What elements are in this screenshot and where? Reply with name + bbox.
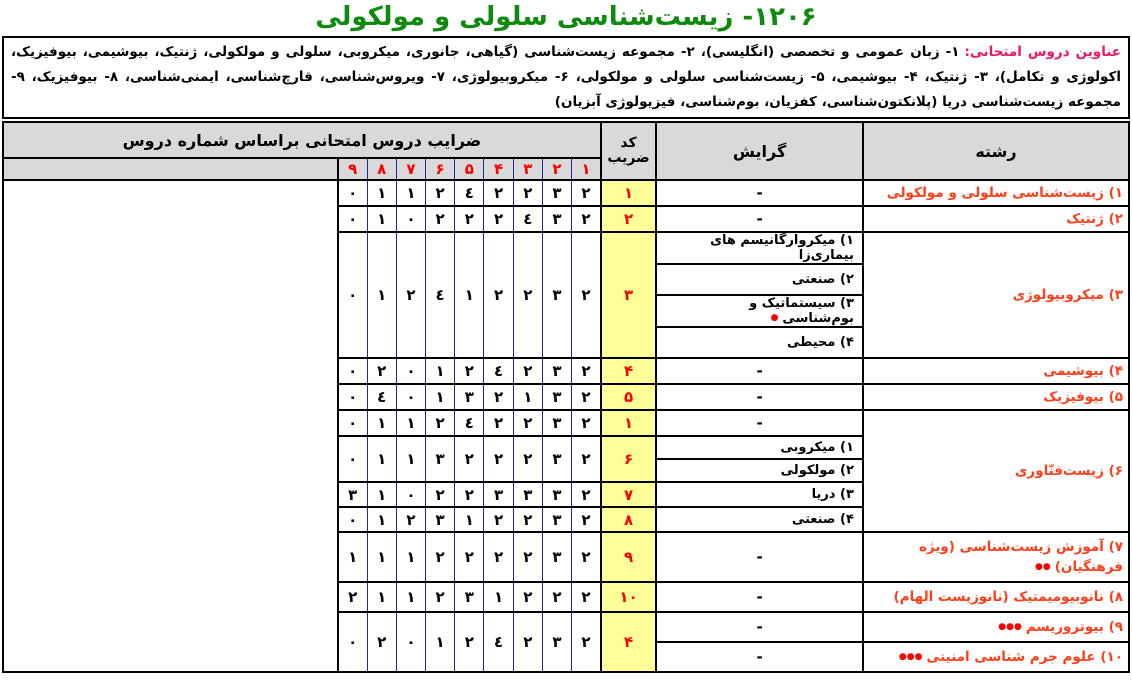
coef-cell: ۲ bbox=[455, 612, 484, 672]
coef-cell: ٤ bbox=[484, 358, 513, 384]
coef-cell: ۰ bbox=[396, 482, 425, 507]
orientation-cell: ۱) میکروبی bbox=[656, 436, 863, 459]
coef-cell: ۳ bbox=[542, 612, 571, 672]
code-cell: ۱ bbox=[601, 180, 656, 206]
header-coef-code bbox=[601, 122, 656, 180]
coef-cell: ۲ bbox=[572, 507, 601, 532]
coef-cell: ۳ bbox=[542, 358, 571, 384]
code-cell: ۷ bbox=[601, 482, 656, 507]
exam-subjects-box bbox=[2, 36, 1130, 119]
coef-cell: ۲ bbox=[455, 532, 484, 582]
code-cell: ۱۰ bbox=[601, 582, 656, 612]
coef-cell: ۲ bbox=[572, 180, 601, 206]
table-row bbox=[3, 180, 1129, 206]
coef-cell: ٤ bbox=[513, 206, 542, 232]
code-cell: ۶ bbox=[601, 436, 656, 482]
coef-cell: ۲ bbox=[426, 180, 455, 206]
field-cell: ۶) زیست‌فنّاوری bbox=[863, 410, 1129, 532]
coef-cell: ۰ bbox=[338, 180, 367, 206]
coef-cell: ۳ bbox=[542, 507, 571, 532]
coef-cell: ۱ bbox=[396, 410, 425, 436]
orientation-cell: ۲) مولکولی bbox=[656, 459, 863, 482]
coef-cell: ۱ bbox=[367, 436, 396, 482]
coef-cell: ۰ bbox=[396, 358, 425, 384]
coef-cell: ۲ bbox=[484, 410, 513, 436]
code-cell: ۵ bbox=[601, 384, 656, 410]
coef-cell: ۲ bbox=[455, 482, 484, 507]
coef-cell: ۳ bbox=[455, 582, 484, 612]
coef-cell: ۱ bbox=[367, 410, 396, 436]
coef-cell: ۰ bbox=[338, 358, 367, 384]
coef-cell: ۲ bbox=[484, 206, 513, 232]
orientation-cell: ۱) میکروارگانیسم های بیماری‌زا bbox=[656, 232, 863, 264]
coef-cell: ۰ bbox=[338, 206, 367, 232]
field-cell: ۱) زیست‌شناسی سلولی و مولکولی bbox=[863, 180, 1129, 206]
header-course-1: ۱ bbox=[572, 158, 601, 180]
field-cell bbox=[863, 612, 1129, 642]
coef-cell: ۲ bbox=[367, 612, 396, 672]
empty-spacer-cell bbox=[3, 180, 338, 672]
coef-cell: ۱ bbox=[484, 582, 513, 612]
orientation-cell: - bbox=[656, 612, 863, 642]
coef-cell: ۲ bbox=[484, 384, 513, 410]
coef-cell: ۱ bbox=[426, 384, 455, 410]
coef-cell: ۲ bbox=[572, 482, 601, 507]
exam-table bbox=[2, 121, 1130, 673]
code-cell: ۳ bbox=[601, 232, 656, 358]
orientation-cell: ۲) صنعتی bbox=[656, 264, 863, 295]
orientation-cell bbox=[656, 295, 863, 327]
coef-cell: ۲ bbox=[484, 232, 513, 358]
coef-cell: ۲ bbox=[513, 436, 542, 482]
coef-cell: ۲ bbox=[572, 532, 601, 582]
coef-cell: ۰ bbox=[338, 612, 367, 672]
coef-cell: ۱ bbox=[367, 582, 396, 612]
coef-cell: ۱ bbox=[367, 206, 396, 232]
coef-cell: ۰ bbox=[396, 206, 425, 232]
coef-cell: ٤ bbox=[484, 612, 513, 672]
field-cell bbox=[863, 532, 1129, 582]
coef-cell: ٤ bbox=[455, 180, 484, 206]
field-cell: ۴) بیوشیمی bbox=[863, 358, 1129, 384]
orientation-cell: - bbox=[656, 206, 863, 232]
coef-cell: ۲ bbox=[513, 232, 542, 358]
coef-cell: ٤ bbox=[367, 384, 396, 410]
orientation-cell: - bbox=[656, 410, 863, 436]
orientation-cell: - bbox=[656, 358, 863, 384]
field-label: ۹) بیوتروریسم bbox=[1025, 618, 1123, 635]
coef-cell: ۲ bbox=[396, 232, 425, 358]
orientation-cell: - bbox=[656, 384, 863, 410]
coef-cell: ۳ bbox=[455, 384, 484, 410]
page bbox=[0, 2, 1132, 673]
coef-cell: ۲ bbox=[367, 358, 396, 384]
red-dots: ●●● bbox=[998, 621, 1022, 632]
header-spacer-cell bbox=[3, 158, 338, 180]
coef-cell: ۳ bbox=[542, 436, 571, 482]
coef-cell: ۰ bbox=[338, 384, 367, 410]
coef-cell: ۲ bbox=[572, 612, 601, 672]
field-cell: ۲) ژنتیک bbox=[863, 206, 1129, 232]
coef-cell: ۲ bbox=[572, 384, 601, 410]
red-dots: ●● bbox=[1035, 562, 1051, 572]
coef-cell: ۲ bbox=[513, 507, 542, 532]
code-cell: ۴ bbox=[601, 612, 656, 672]
coef-cell: ۳ bbox=[542, 384, 571, 410]
orientation-cell: - bbox=[656, 532, 863, 582]
header-course-2: ۲ bbox=[542, 158, 571, 180]
coef-cell: ۳ bbox=[484, 482, 513, 507]
coef-cell: ۲ bbox=[426, 410, 455, 436]
header-course-8: ۸ bbox=[367, 158, 396, 180]
coef-cell: ۲ bbox=[484, 507, 513, 532]
header-course-7: ۷ bbox=[396, 158, 425, 180]
coef-cell: ۲ bbox=[338, 582, 367, 612]
coef-cell: ۲ bbox=[455, 358, 484, 384]
coef-cell: ۳ bbox=[338, 482, 367, 507]
header-course-9: ۹ bbox=[338, 158, 367, 180]
orientation-cell: - bbox=[656, 180, 863, 206]
coef-cell: ٤ bbox=[455, 410, 484, 436]
coef-cell: ۱ bbox=[367, 180, 396, 206]
exam-subjects-text: ۱- زبان عمومی و تخصصی (انگلیسی)، ۲- مجموعه زیست‌شناسی (گیاهی، جانوری، میکروبی، سلولی و مولکولی، ژنتیک، بیوشیمی، بیوفیزیک، اکولوژی و تکامل)، ۳- ژنتیک، ۴- بیوشیمی، ۵- زیست‌شناسی سلولی و مولکولی، ۶- میکروبیولوژی، ۷- ویروس‌شناسی، قارچ‌شناسی، ایمنی‌شناسی، ۸- بیوفیزیک، ۹- مجموعه زیست‌شناسی دریا (پلانکتون‌شناسی، کفزیان، بوم‌شناسی، فیزیولوژی آبزیان) bbox=[11, 44, 1121, 110]
coef-cell: ۲ bbox=[572, 410, 601, 436]
code-cell: ۹ bbox=[601, 532, 656, 582]
orientation-label: ۳) سیستماتیک و بوم‌شناسی bbox=[749, 296, 854, 326]
coef-cell: ۲ bbox=[572, 206, 601, 232]
coef-cell: ۳ bbox=[542, 410, 571, 436]
coef-cell: ۳ bbox=[542, 482, 571, 507]
coef-cell: ۱ bbox=[426, 612, 455, 672]
coef-cell: ۳ bbox=[426, 507, 455, 532]
coef-cell: ۱ bbox=[367, 232, 396, 358]
code-cell: ۸ bbox=[601, 507, 656, 532]
coef-cell: ۲ bbox=[426, 482, 455, 507]
coef-cell: ۰ bbox=[338, 436, 367, 482]
coef-cell: ۲ bbox=[513, 532, 542, 582]
coef-cell: ۲ bbox=[426, 532, 455, 582]
header-coef-code-line1: کد bbox=[620, 135, 637, 151]
code-cell: ۴ bbox=[601, 358, 656, 384]
header-coefficients-title: ضرایب دروس امتحانی براساس شماره دروس bbox=[3, 122, 601, 158]
field-label: ۱۰) علوم جرم شناسی امنیتی bbox=[926, 648, 1123, 665]
coef-cell: ۰ bbox=[396, 384, 425, 410]
red-dots: ●●● bbox=[898, 651, 923, 662]
coef-cell: ۳ bbox=[542, 206, 571, 232]
coef-cell: ۳ bbox=[542, 232, 571, 358]
coef-cell: ۲ bbox=[572, 582, 601, 612]
coef-cell: ۱ bbox=[396, 436, 425, 482]
coef-cell: ۲ bbox=[484, 532, 513, 582]
coef-cell: ۱ bbox=[513, 384, 542, 410]
page-title: ۱۲۰۶- زیست‌شناسی سلولی و مولکولی bbox=[315, 2, 817, 32]
coef-cell: ۰ bbox=[338, 232, 367, 358]
coef-cell: ۲ bbox=[484, 180, 513, 206]
coef-cell: ۲ bbox=[396, 507, 425, 532]
code-cell: ۲ bbox=[601, 206, 656, 232]
header-orientation: گرایش bbox=[656, 122, 863, 180]
code-cell: ۱ bbox=[601, 410, 656, 436]
orientation-cell: ۴) صنعتی bbox=[656, 507, 863, 532]
field-cell: ۸) نانوبیومیمتیک (نانوزیست الهام) bbox=[863, 582, 1129, 612]
field-label: ۷) آموزش زیست‌شناسی (ویژه فرهنگیان) bbox=[918, 538, 1123, 575]
coef-cell: ۲ bbox=[484, 436, 513, 482]
coef-cell: ۱ bbox=[367, 507, 396, 532]
coef-cell: ۲ bbox=[426, 582, 455, 612]
coef-cell: ۲ bbox=[426, 206, 455, 232]
coef-cell: ۱ bbox=[396, 532, 425, 582]
coef-cell: ۰ bbox=[338, 507, 367, 532]
orientation-cell: ۳) دریا bbox=[656, 482, 863, 507]
coef-cell: ۲ bbox=[542, 582, 571, 612]
field-cell bbox=[863, 642, 1129, 672]
coef-cell: ۲ bbox=[513, 358, 542, 384]
coef-cell: ۱ bbox=[367, 482, 396, 507]
header-course-5: ۵ bbox=[455, 158, 484, 180]
coef-cell: ۱ bbox=[426, 358, 455, 384]
header-course-3: ۳ bbox=[513, 158, 542, 180]
coef-cell: ۳ bbox=[542, 532, 571, 582]
coef-cell: ۱ bbox=[396, 582, 425, 612]
field-cell: ۵) بیوفیزیک bbox=[863, 384, 1129, 410]
orientation-cell: - bbox=[656, 582, 863, 612]
coef-cell: ۱ bbox=[396, 180, 425, 206]
coef-cell: ۳ bbox=[542, 180, 571, 206]
coef-cell: ۲ bbox=[513, 410, 542, 436]
coef-cell: ۲ bbox=[513, 180, 542, 206]
field-cell: ۳) میکروبیولوژی bbox=[863, 232, 1129, 358]
header-course-4: ۴ bbox=[484, 158, 513, 180]
orientation-cell: ۴) محیطی bbox=[656, 327, 863, 358]
coef-cell: ۱ bbox=[455, 507, 484, 532]
coef-cell: ۲ bbox=[513, 582, 542, 612]
coef-cell: ۲ bbox=[455, 436, 484, 482]
coef-cell: ۰ bbox=[396, 612, 425, 672]
coef-cell: ۲ bbox=[455, 206, 484, 232]
coef-cell: ۳ bbox=[426, 436, 455, 482]
coef-cell: ۱ bbox=[338, 532, 367, 582]
coef-cell: ٤ bbox=[426, 232, 455, 358]
coef-cell: ۳ bbox=[513, 482, 542, 507]
coef-cell: ۲ bbox=[572, 436, 601, 482]
coef-cell: ۰ bbox=[338, 410, 367, 436]
orientation-cell: - bbox=[656, 642, 863, 672]
coef-cell: ۲ bbox=[513, 612, 542, 672]
coef-cell: ۱ bbox=[367, 532, 396, 582]
coef-cell: ۲ bbox=[572, 358, 601, 384]
header-coef-code-line2: ضریب bbox=[607, 150, 650, 166]
coef-cell: ۱ bbox=[455, 232, 484, 358]
red-dot: ● bbox=[770, 313, 779, 323]
header-field: رشته bbox=[863, 122, 1129, 180]
coef-cell: ۲ bbox=[572, 232, 601, 358]
header-course-6: ۶ bbox=[426, 158, 455, 180]
exam-subjects-label: عناوین دروس امتحانی: bbox=[964, 44, 1122, 60]
